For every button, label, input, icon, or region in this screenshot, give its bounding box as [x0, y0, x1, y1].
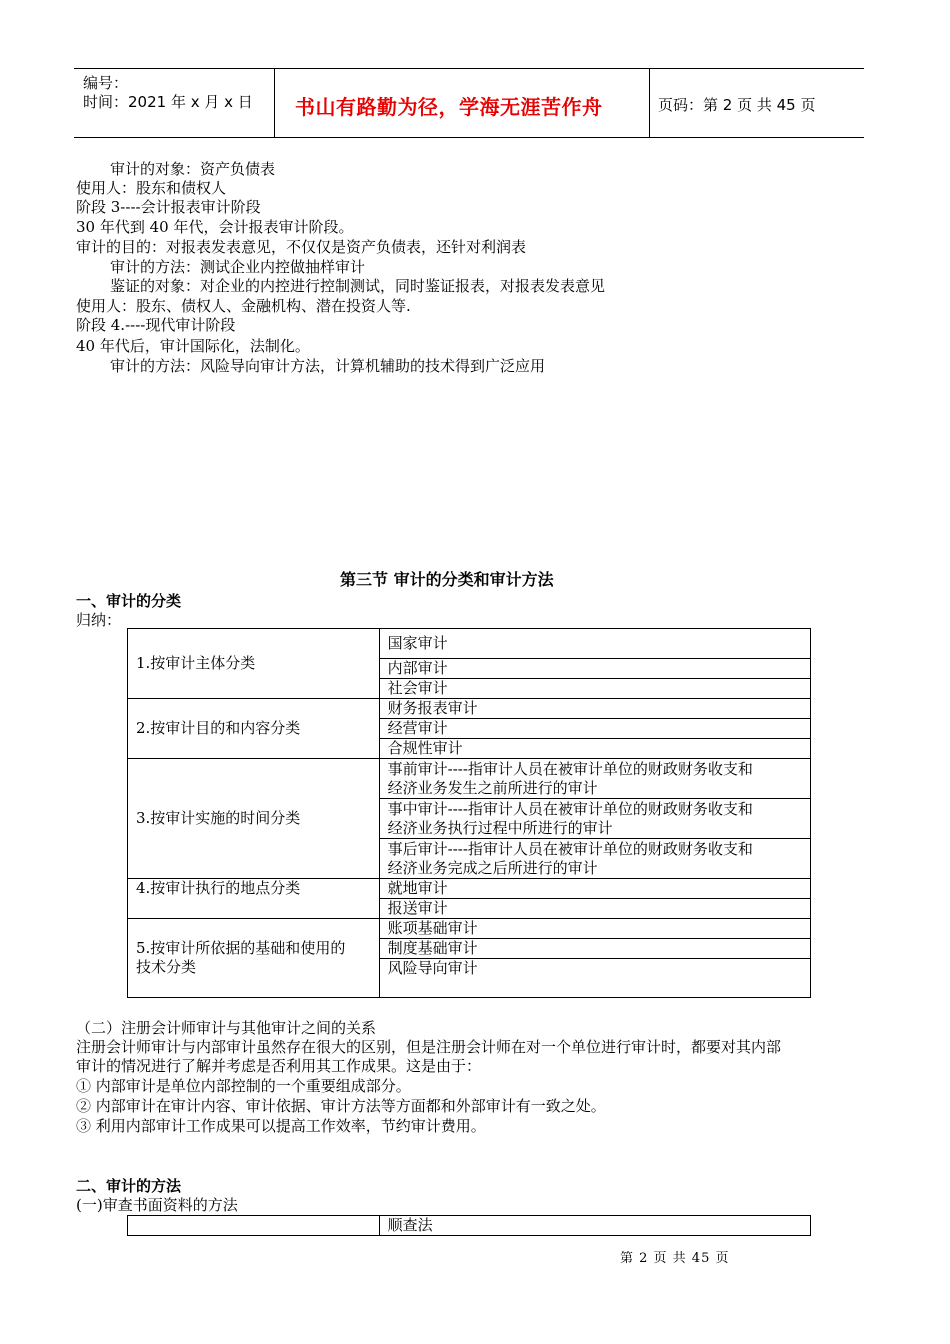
relation-heading: （二）注册会计师审计与其他审计之间的关系 [76, 1019, 377, 1037]
relation-point: ① 内部审计是单位内部控制的一个重要组成部分。 [76, 1077, 411, 1095]
text-line: 审计的对象：资产负债表 [110, 160, 276, 178]
summary-label: 归纳： [76, 611, 122, 629]
category-item: 国家审计 [379, 629, 810, 659]
category-label: 1.按审计主体分类 [128, 629, 380, 699]
label-line: 技术分类 [136, 958, 197, 976]
section-title: 第三节 审计的分类和审计方法 [340, 570, 554, 589]
text-line: 使用人：股东、债权人、金融机构、潜在投资人等. [76, 297, 411, 315]
item-line: 事前审计----指审计人员在被审计单位的财政财务收支和 [387, 759, 753, 778]
time-label: 时间：2021 年 x 月 x 日 [83, 93, 253, 111]
number-label: 编号： [83, 74, 129, 92]
item-line: 事中审计----指审计人员在被审计单位的财政财务收支和 [387, 799, 753, 818]
text-line: 鉴证的对象：对企业的内控进行控制测试，同时鉴证报表，对报表发表意见 [110, 277, 606, 295]
text-line: 审计的目的：对报表发表意见，不仅仅是资产负债表，还针对利润表 [76, 238, 527, 256]
label-line: 5.按审计所依据的基础和使用的 [136, 939, 346, 957]
methods-heading: 二、审计的方法 [76, 1177, 182, 1195]
relation-paragraph: 注册会计师审计与内部审计虽然存在很大的区别，但是注册会计师在对一个单位进行审计时，都要对其内部 [76, 1038, 782, 1056]
header-info-cell [74, 69, 275, 137]
category-item [379, 799, 810, 839]
category-item: 报送审计 [379, 899, 810, 919]
category-label: 3.按审计实施的时间分类 [128, 759, 380, 879]
item-line: 经济业务发生之前所进行的审计 [387, 778, 598, 797]
category-label: 2.按审计目的和内容分类 [128, 699, 380, 759]
text-line: 审计的方法：测试企业内控做抽样审计 [110, 258, 366, 276]
header-motto-cell [275, 69, 650, 137]
method-category [128, 1216, 380, 1236]
category-item: 经营审计 [379, 719, 810, 739]
methods-subheading: (一)审查书面资料的方法 [76, 1196, 238, 1214]
category-item [379, 839, 810, 879]
category-item: 财务报表审计 [379, 699, 810, 719]
text-line: 40 年代后，审计国际化，法制化。 [76, 337, 310, 355]
category-item: 合规性审计 [379, 739, 810, 759]
category-item: 风险导向审计 [379, 959, 810, 998]
category-label [128, 919, 380, 998]
relation-paragraph: 审计的情况进行了解并考虑是否利用其工作成果。这是由于： [76, 1057, 482, 1075]
text-line: 阶段 3----会计报表审计阶段 [76, 198, 261, 216]
classification-heading: 一、审计的分类 [76, 592, 182, 610]
text-line: 阶段 4.----现代审计阶段 [76, 316, 236, 334]
category-item: 制度基础审计 [379, 939, 810, 959]
category-item: 内部审计 [379, 659, 810, 679]
relation-point: ③ 利用内部审计工作成果可以提高工作效率，节约审计费用。 [76, 1117, 486, 1135]
text-line: 审计的方法：风险导向审计方法，计算机辅助的技术得到广泛应用 [110, 357, 546, 375]
relation-point: ② 内部审计在审计内容、审计依据、审计方法等方面都和外部审计有一致之处。 [76, 1097, 606, 1115]
page-footer: 第 2 页 共 45 页 [620, 1251, 730, 1266]
page-label: 页码：第 2 页 共 45 页 [658, 96, 816, 114]
category-item: 账项基础审计 [379, 919, 810, 939]
category-item [379, 759, 810, 799]
category-item: 社会审计 [379, 679, 810, 699]
category-item: 就地审计 [379, 879, 810, 899]
page-header [74, 68, 864, 138]
motto: 书山有路勤为径，学海无涯苦作舟 [295, 95, 603, 119]
classification-table [127, 628, 811, 998]
item-line: 经济业务执行过程中所进行的审计 [387, 818, 613, 837]
item-line: 经济业务完成之后所进行的审计 [387, 858, 598, 877]
methods-table [127, 1215, 811, 1236]
text-line: 使用人：股东和债权人 [76, 179, 227, 197]
header-page-cell [650, 69, 864, 137]
method-item: 顺查法 [379, 1216, 810, 1236]
category-label: 4.按审计执行的地点分类 [128, 879, 380, 919]
item-line: 事后审计----指审计人员在被审计单位的财政财务收支和 [387, 839, 753, 858]
text-line: 30 年代到 40 年代，会计报表审计阶段。 [76, 218, 354, 236]
